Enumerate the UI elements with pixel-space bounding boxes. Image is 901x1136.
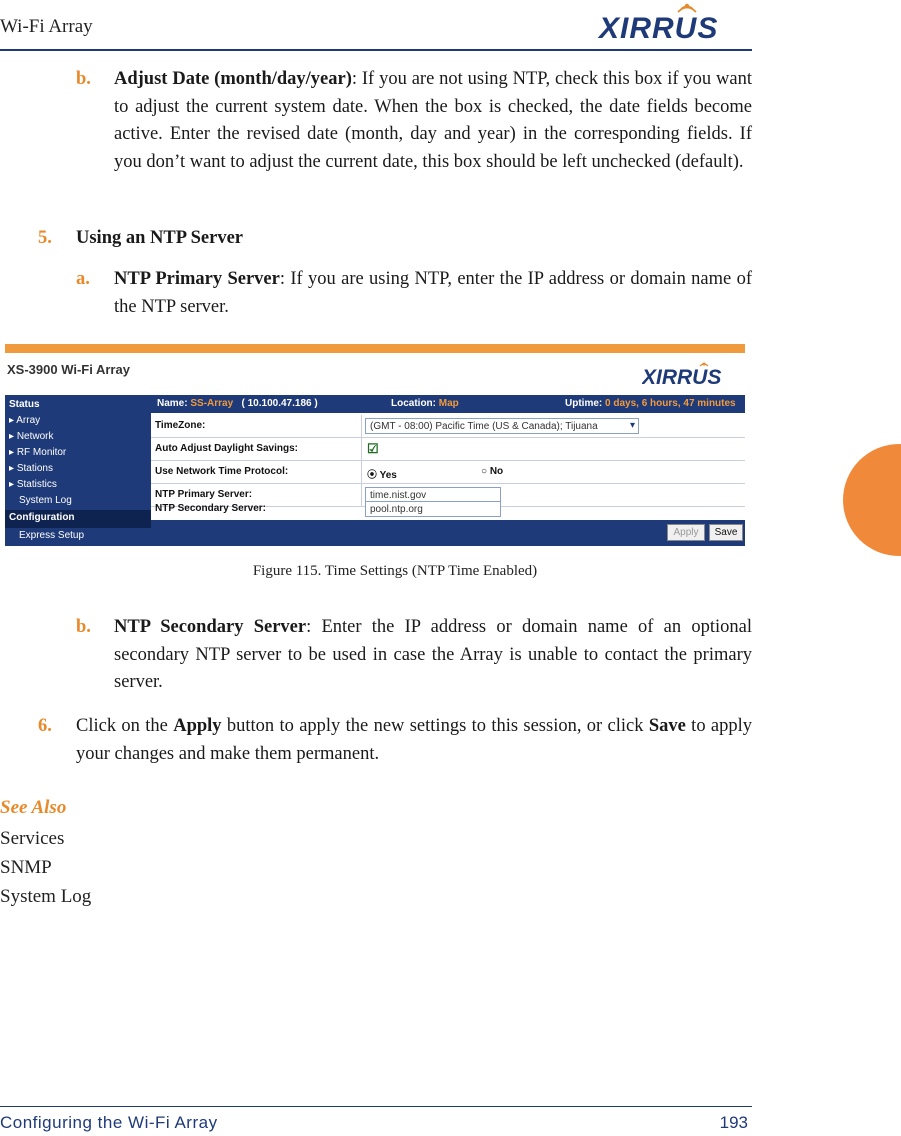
sidebar-item-array[interactable]: ▸ Array <box>9 415 41 426</box>
arrow-icon: ▸ <box>9 447 17 458</box>
see-also-link-snmp[interactable]: SNMP <box>0 857 52 878</box>
running-header-title: Wi-Fi Array <box>0 16 93 37</box>
step-body: : Enter the IP address or domain name of an optional secondary NTP server to be used in case the Array is unable to contact the primary server. <box>114 617 752 692</box>
step-ntp-primary <box>76 266 752 321</box>
arrow-icon: ▸ <box>9 431 17 442</box>
ntp-primary-input[interactable]: time.nist.gov <box>365 487 501 503</box>
time-settings-figure <box>5 344 745 546</box>
chapter-side-tab <box>843 444 901 556</box>
apply-button[interactable]: Apply <box>667 524 705 541</box>
step-heading-title: Using an NTP Server <box>76 228 244 248</box>
sidebar-item-stations[interactable]: ▸ Stations <box>9 463 53 474</box>
ntp-secondary-label: NTP Secondary Server: <box>155 503 266 514</box>
figure-info-bar <box>151 395 745 413</box>
see-also-link-services[interactable]: Services <box>0 828 65 849</box>
footer-rule <box>0 1106 752 1107</box>
radio-empty-icon: ○ <box>481 466 490 477</box>
figure-window-title: XS-3900 Wi-Fi Array <box>7 362 130 377</box>
step-body: : If you are using NTP, enter the IP address or domain name of the NTP server. <box>114 269 752 317</box>
step-marker: a. <box>76 269 90 289</box>
timezone-label: TimeZone: <box>155 420 206 431</box>
info-uptime: Uptime: 0 days, 6 hours, 47 minutes <box>565 398 736 409</box>
info-name: Name: SS-Array ( 10.100.47.186 ) <box>157 398 318 409</box>
step-term: Adjust Date (month/day/year) <box>114 69 352 89</box>
figure-caption: Figure 115. Time Settings (NTP Time Enabled) <box>252 563 538 579</box>
sidebar-item-statistics[interactable]: ▸ Statistics <box>9 479 57 490</box>
footer-page-number: 193 <box>719 1113 748 1132</box>
step-body: : If you are not using NTP, check this box if you want to adjust the current system date. When the box is checked, the date fields become active. Enter the revised date (month, day and year) in the corresponding fields. If you don’t want to adjust the current date, this box should be left unchecked (default). <box>114 69 752 172</box>
sidebar-item-system-log[interactable]: System Log <box>19 495 72 506</box>
xirrus-logo <box>597 0 747 42</box>
step-term: NTP Primary Server <box>114 269 280 289</box>
header-rule <box>0 49 752 51</box>
step-marker: b. <box>76 617 91 637</box>
sidebar-config-heading[interactable]: Configuration <box>9 512 75 523</box>
figure-sidebar <box>5 395 151 546</box>
dst-row <box>151 438 745 461</box>
step-text <box>114 266 752 321</box>
step-text <box>114 614 752 697</box>
footer-section-title: Configuring the Wi-Fi Array <box>0 1113 218 1132</box>
ntp-primary-label: NTP Primary Server: <box>155 489 253 500</box>
dst-checkbox[interactable]: ☑ <box>367 441 379 456</box>
arrow-icon: ▸ <box>9 479 17 490</box>
ntp-toggle-label: Use Network Time Protocol: <box>155 466 289 477</box>
figure-top-bar <box>5 344 745 353</box>
dst-label: Auto Adjust Daylight Savings: <box>155 443 298 454</box>
save-term: Save <box>648 716 686 736</box>
see-also-heading: See Also <box>0 797 67 818</box>
timezone-select[interactable]: (GMT - 08:00) Pacific Time (US & Canada); Tijuana ▾ <box>365 418 639 434</box>
dropdown-icon: ▾ <box>629 420 635 431</box>
step-apply <box>38 713 752 768</box>
radio-selected-icon: ⦿ <box>367 470 380 481</box>
ntp-secondary-input[interactable]: pool.ntp.org <box>365 501 501 517</box>
sidebar-item-rf-monitor[interactable]: ▸ RF Monitor <box>9 447 67 458</box>
ntp-no-radio[interactable]: ○ No <box>481 466 504 477</box>
apply-term: Apply <box>173 716 222 736</box>
arrow-icon: ▸ <box>9 463 17 474</box>
ntp-yes-radio[interactable]: ⦿ Yes <box>367 470 397 481</box>
sidebar-item-express-setup[interactable]: Express Setup <box>19 530 85 541</box>
save-button[interactable]: Save <box>709 524 743 541</box>
see-also-link-system-log[interactable]: System Log <box>0 886 92 907</box>
step-ntp-heading <box>38 225 752 253</box>
xirrus-logo-text: XIRRUS <box>599 12 719 42</box>
figure-button-bar <box>151 520 745 546</box>
sidebar-item-network[interactable]: ▸ Network <box>9 431 54 442</box>
step-number: 5. <box>38 228 52 248</box>
figure-main-panel <box>151 395 745 546</box>
arrow-icon: ▸ <box>9 415 17 426</box>
step-text: Click on the Apply button to apply the new settings to this session, or click Save to apply your changes and make them permanent. <box>76 716 753 764</box>
step-term: NTP Secondary Server <box>114 617 307 637</box>
ntp-toggle-row <box>151 461 745 484</box>
step-number: 6. <box>38 716 52 736</box>
timezone-row <box>151 415 745 438</box>
figure-logo-text: XIRRUS <box>642 366 722 386</box>
sidebar-status-heading[interactable]: Status <box>9 399 40 410</box>
figure-xirrus-logo <box>642 360 746 386</box>
step-ntp-secondary <box>76 614 752 697</box>
step-adjust-date <box>76 66 752 176</box>
step-text <box>114 66 752 176</box>
step-marker: b. <box>76 69 91 89</box>
info-location: Location: Map <box>391 398 459 409</box>
